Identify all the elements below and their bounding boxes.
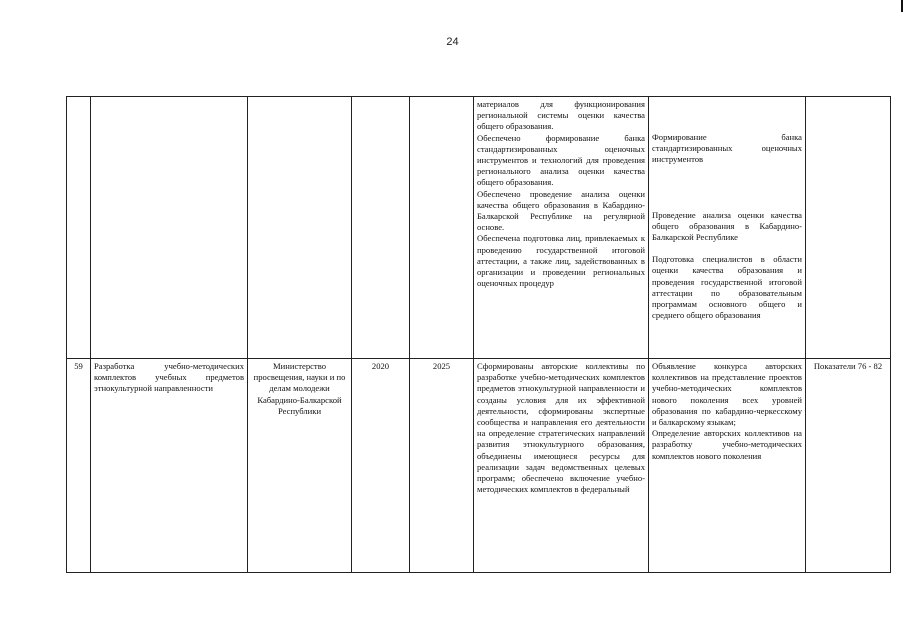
cell-executor (248, 97, 352, 359)
cell-activity-name: Разработка учебно-методических комплектов учебных предметов этнокультурной направленности (91, 359, 248, 573)
cell-main-activities (649, 359, 806, 573)
activity-text: Определение авторских коллективов на разработку учебно-методических комплектов нового поколения (652, 428, 802, 461)
result-text: Обеспечена подготовка лиц, привлекаемых к проведению государственной итоговой аттестации, а также лиц, задействованных в организации и проведении региональных оценочных процедур (477, 233, 645, 289)
program-table (66, 96, 891, 573)
cell-activity-name (91, 97, 248, 359)
activity-text: Формирование банка стандартизированных оценочных инструментов (652, 132, 802, 165)
page-number: 24 (446, 36, 459, 48)
cell-expected-results (474, 97, 649, 359)
cell-number: 59 (67, 359, 91, 573)
result-text: Сформированы авторские коллективы по разработке учебно-методических комплектов предметов этнокультурной направленности и созданы условия для их эффективной деятельности, сформированы экспертные сообщества и направления его деятельности на определение стратегических направлений развития этнокультурного образования, объединены имеющиеся ресурсы для реализации задач ведомственных целевых программ; обеспечено включение учебно-методических комплектов в федеральный (477, 361, 645, 495)
activity-text: Проведение анализа оценки качества общего образования в Кабардино-Балкарской Республике (652, 209, 802, 243)
activity-text: Объявление конкурса авторских коллективов на представление проектов учебно-методических комплектов нового поколения всех уровней образования по кабардино-черкесскому и балкарскому языкам; (652, 361, 802, 428)
scan-edge-mark (901, 0, 903, 12)
cell-main-activities (649, 97, 806, 359)
cell-executor: Министерство просвещения, науки и по делам молодежи Кабардино-Балкарской Республики (248, 359, 352, 573)
cell-start-year: 2020 (352, 359, 410, 573)
result-text: Обеспечено проведение анализа оценки качества общего образования в Кабардино-Балкарской Республике на регулярной основе. (477, 188, 645, 233)
cell-expected-results (474, 359, 649, 573)
cell-end-year: 2025 (410, 359, 474, 573)
result-text: материалов для функционирования региональной системы оценки качества общего образования. (477, 99, 645, 132)
cell-number (67, 97, 91, 359)
result-text: Обеспечено формирование банка стандартизированных оценочных инструментов и технологий для проведения регионального анализа оценки качества общего образования. (477, 132, 645, 188)
table-row (67, 97, 891, 359)
cell-indicators (806, 97, 891, 359)
table-row (67, 359, 891, 573)
cell-start-year (352, 97, 410, 359)
activity-text: Подготовка специалистов в области оценки качества образования и проведения государственной итоговой аттестации по образовательным программам основного общего и среднего общего образования (652, 254, 802, 321)
cell-indicators: Показатели 76 - 82 (806, 359, 891, 573)
cell-end-year (410, 97, 474, 359)
